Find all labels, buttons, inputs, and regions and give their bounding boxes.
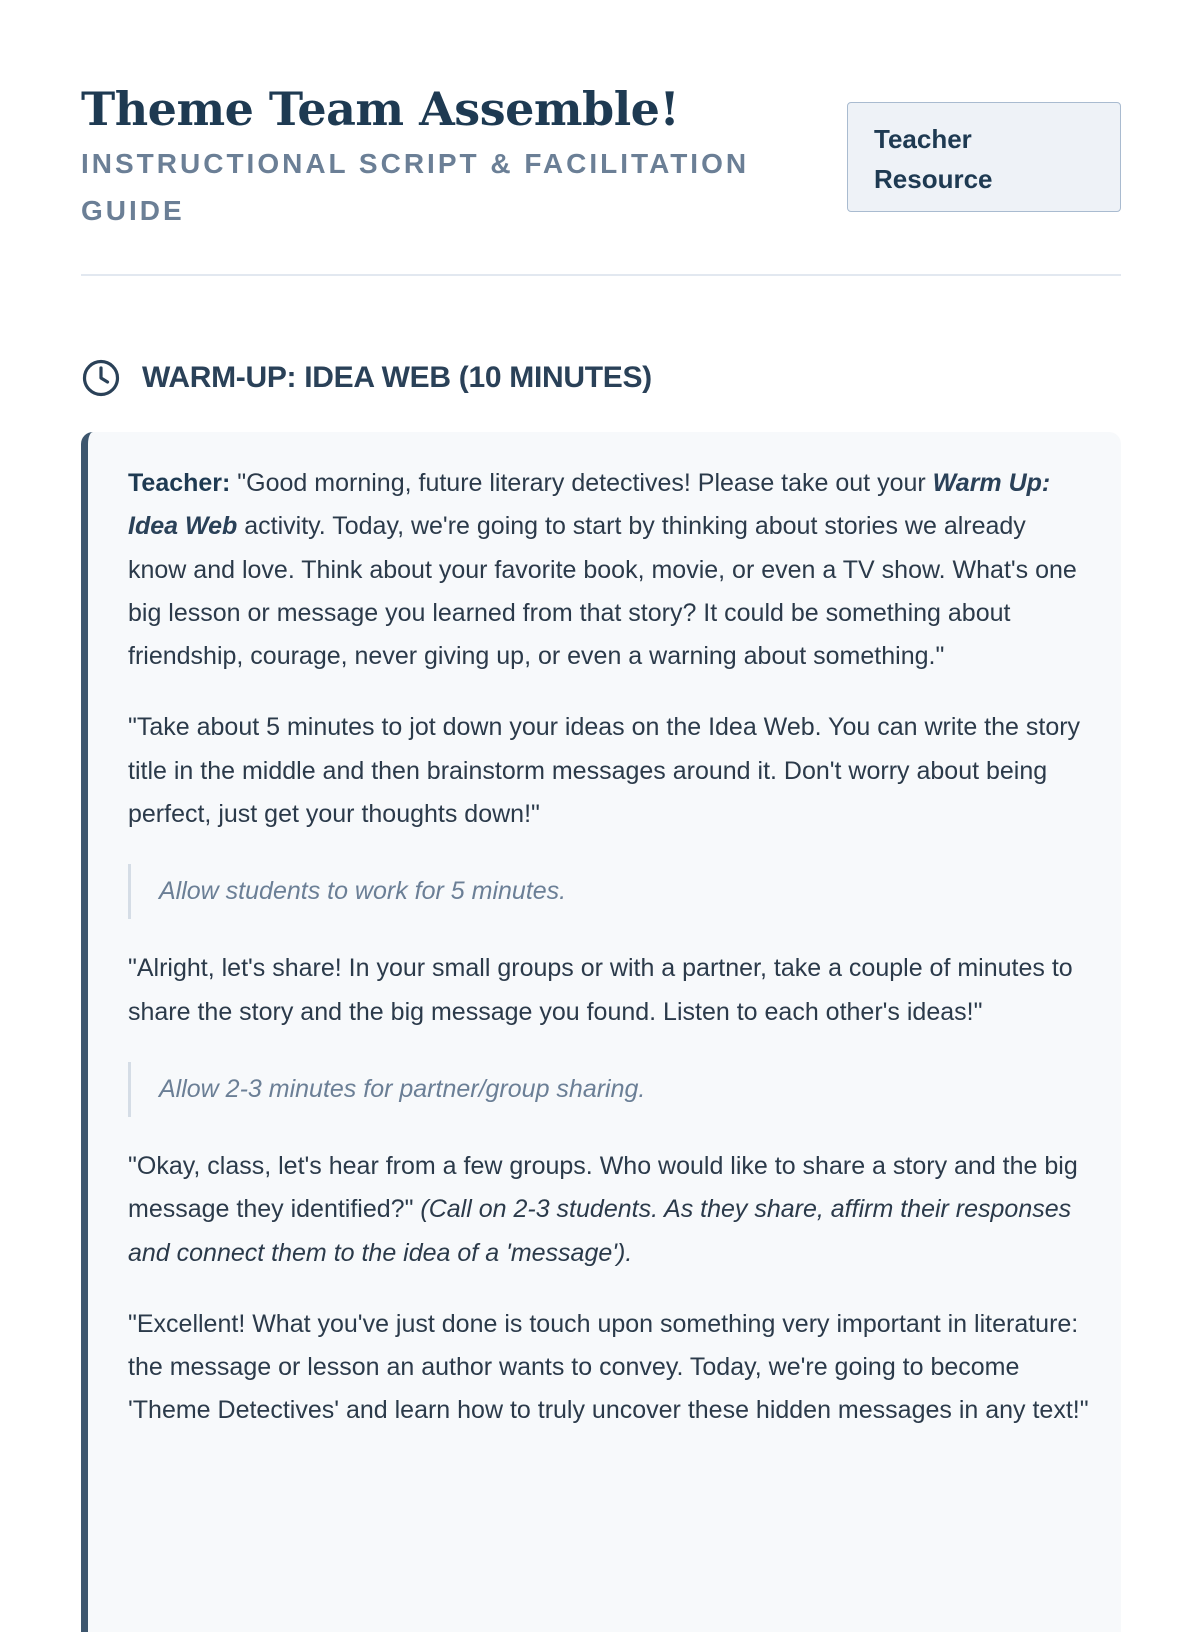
- page-title: Theme Team Assemble!: [81, 82, 680, 136]
- clock-icon: [81, 358, 121, 398]
- script-text: activity. Today, we're going to start by thinking about stories we already know and love. Think about your favorite book, movie, or even a TV show. What's one big lesson or message you learned from that story? It could be something about friendship, courage, never giving up, or even a warning about something.": [128, 512, 1077, 671]
- script-paragraph-1: [128, 462, 1091, 678]
- script-paragraph-5: "Excellent! What you've just done is touch upon something very important in literature: the message or lesson an author wants to convey. Today, we're going to become 'Theme Detectives' and learn how to truly uncover these hidden messages in any text!": [128, 1309, 1089, 1425]
- script-card: [81, 432, 1121, 1632]
- teacher-note: Allow students to work for 5 minutes.: [128, 864, 1091, 919]
- page-subtitle: INSTRUCTIONAL SCRIPT & FACILITATION GUIDE: [81, 148, 750, 226]
- script-paragraph-3: "Alright, let's share! In your small groups or with a partner, take a couple of minutes to share the story and the big message you found. Listen to each other's ideas!": [128, 954, 1073, 1026]
- section-title: WARM-UP: IDEA WEB (10 MINUTES): [142, 361, 652, 394]
- stage-direction: (Call on 2-3 students. As they share, affirm their responses and connect them to the idea of a 'message').: [128, 1195, 1072, 1267]
- teacher-resource-badge: Teacher Resource: [847, 102, 1121, 212]
- script-text: "Good morning, future literary detectives! Please take out your: [230, 469, 933, 497]
- section-heading: [81, 358, 652, 398]
- teacher-note: Allow 2-3 minutes for partner/group sharing.: [128, 1062, 1091, 1117]
- page-header: [81, 0, 1121, 276]
- speaker-label: Teacher:: [128, 469, 231, 497]
- activity-name: Warm Up: Idea Web: [128, 469, 1051, 541]
- script-paragraph-2: "Take about 5 minutes to jot down your ideas on the Idea Web. You can write the story title in the middle and then brainstorm messages around it. Don't worry about being perfect, just get your thoughts down!": [128, 713, 1081, 829]
- script-paragraph-4: [128, 1145, 1091, 1275]
- script-text: "Okay, class, let's hear from a few groups. Who would like to share a story and the big message they identified?": [128, 1151, 1078, 1224]
- page: [81, 0, 1121, 1425]
